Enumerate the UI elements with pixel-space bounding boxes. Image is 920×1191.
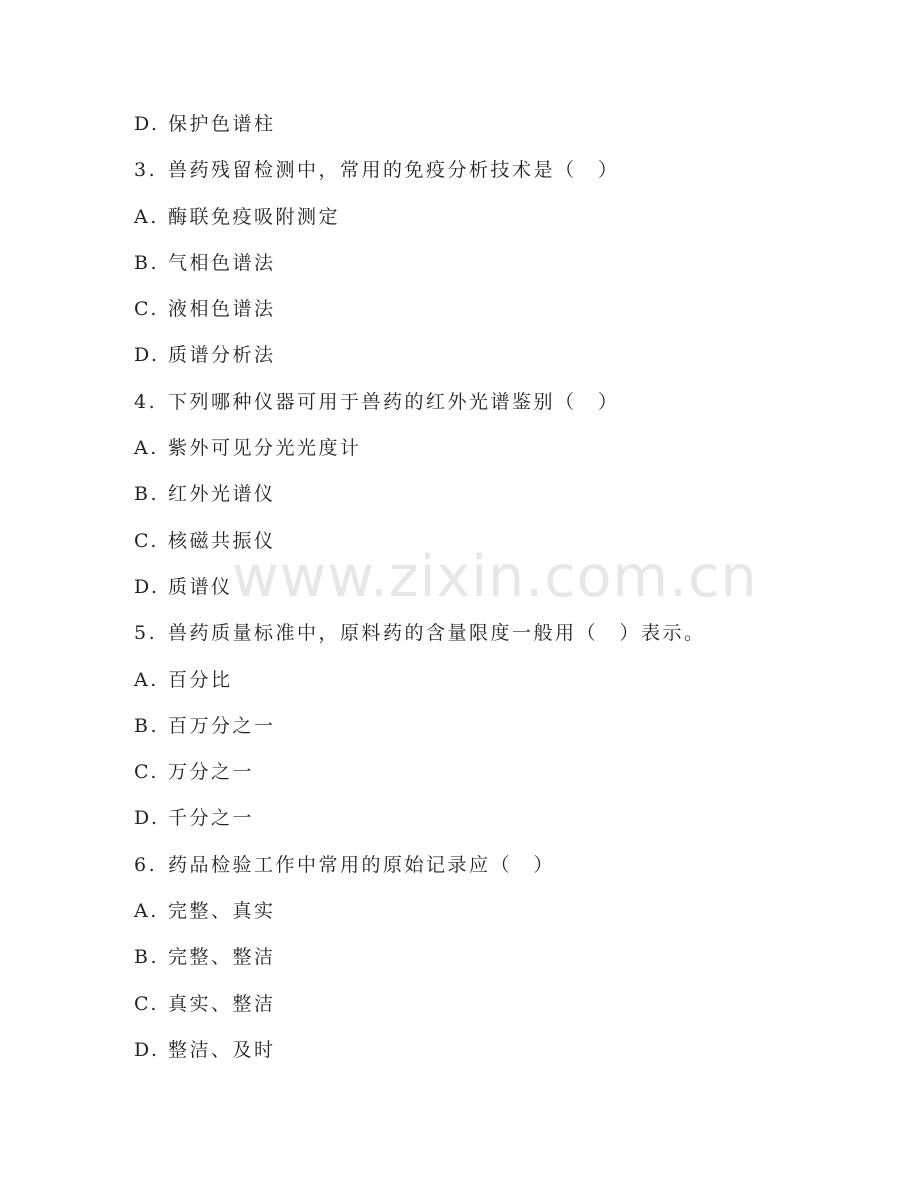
- option-text: 液相色谱法: [168, 298, 276, 321]
- option-c-line: [134, 292, 834, 338]
- option-label: C.: [134, 761, 159, 784]
- option-a-line: [134, 200, 834, 246]
- option-b-line: [134, 477, 834, 523]
- option-text: 百万分之一: [168, 714, 276, 737]
- option-label: D.: [134, 344, 160, 367]
- option-a-line: [134, 431, 834, 477]
- question-text: 兽药质量标准中，原料药的含量限度一般用（ ）表示。: [168, 622, 706, 645]
- option-label: B.: [134, 251, 160, 274]
- option-b-line: [134, 940, 834, 986]
- option-label: B.: [134, 946, 160, 969]
- question-6-line: [134, 848, 834, 894]
- question-text: 下列哪种仪器可用于兽药的红外光谱鉴别（ ）: [168, 390, 620, 413]
- option-c-line: [134, 987, 834, 1033]
- option-label: D.: [134, 1038, 160, 1061]
- question-number: 6.: [134, 853, 158, 876]
- question-text: 兽药残留检测中，常用的免疫分析技术是（ ）: [168, 159, 620, 182]
- option-b-line: [134, 246, 834, 292]
- option-label: B.: [134, 714, 160, 737]
- option-text: 核磁共振仪: [168, 529, 276, 552]
- option-label: A.: [134, 437, 159, 460]
- option-text: 质谱仪: [168, 575, 233, 598]
- option-text: 酶联免疫吸附测定: [168, 205, 341, 228]
- option-label: A.: [134, 668, 159, 691]
- option-d-line: [134, 338, 834, 384]
- option-label: C.: [134, 992, 159, 1015]
- option-a-line: [134, 663, 834, 709]
- option-c-line: [134, 755, 834, 801]
- question-text: 药品检验工作中常用的原始记录应（ ）: [168, 853, 556, 876]
- option-label: C.: [134, 529, 159, 552]
- option-label: D.: [134, 807, 160, 830]
- option-text: 完整、整洁: [168, 946, 276, 969]
- option-text: 紫外可见分光光度计: [168, 437, 362, 460]
- option-text: 气相色谱法: [168, 251, 276, 274]
- question-3-line: [134, 153, 834, 199]
- option-label: C.: [134, 298, 159, 321]
- option-label: D.: [134, 113, 160, 135]
- option-text: 质谱分析法: [168, 344, 276, 367]
- question-4-line: [134, 385, 834, 431]
- option-text: 整洁、及时: [168, 1038, 276, 1061]
- option-label: A.: [134, 900, 159, 923]
- option-d-line: [134, 801, 834, 847]
- question-number: 3.: [134, 159, 158, 182]
- option-text: 真实、整洁: [168, 992, 276, 1015]
- option-b-line: [134, 709, 834, 755]
- option-label: D.: [134, 575, 160, 598]
- option-a-line: [134, 894, 834, 940]
- option-text: 完整、真实: [168, 900, 276, 923]
- option-label: A.: [134, 205, 159, 228]
- option-text: 红外光谱仪: [168, 483, 276, 506]
- question-number: 4.: [134, 390, 158, 413]
- watermark: www.zixin.com.cn: [232, 544, 758, 610]
- option-label: B.: [134, 483, 160, 506]
- option-text: 万分之一: [168, 761, 255, 784]
- option-text: 百分比: [168, 668, 233, 691]
- question-number: 5.: [134, 622, 158, 645]
- option-text: 保护色谱柱: [168, 113, 276, 135]
- question-5-line: [134, 616, 834, 662]
- option-d-line: [134, 1033, 834, 1079]
- option-d-line: [134, 107, 834, 153]
- option-text: 千分之一: [168, 807, 255, 830]
